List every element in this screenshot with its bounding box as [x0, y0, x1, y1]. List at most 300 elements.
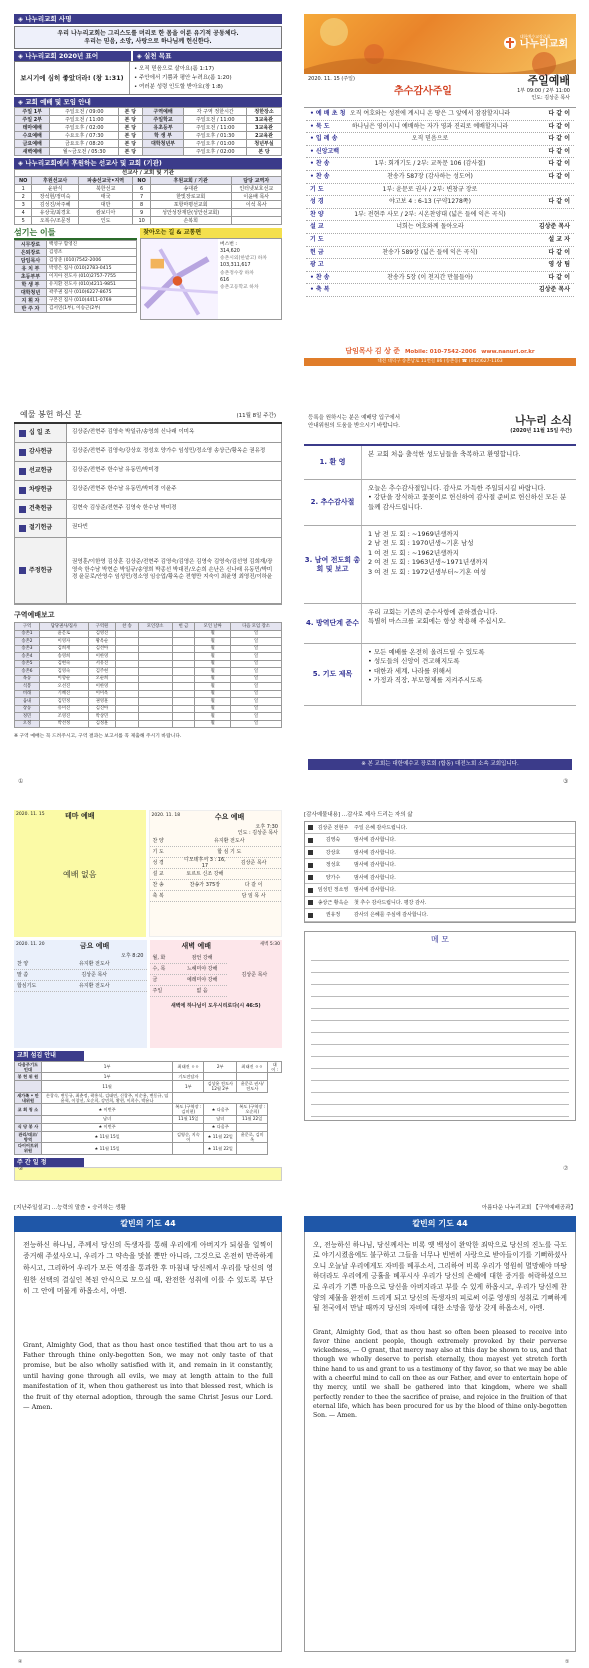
report-cell [172, 675, 195, 683]
worship-leader: 인도: 김상준 목사 [531, 95, 570, 101]
map-image [141, 239, 218, 319]
info-cell: 복도 (구역장 : 오순희) [237, 1104, 268, 1116]
bus-info: 버스번 : 314,620 송촌시외(한밭고) 하차 103,311,617 송촌정수장 하차 616 송촌고등학교 하차 [219, 241, 267, 290]
worship-order-row [306, 196, 574, 209]
report-cell [172, 653, 195, 661]
memo-title: 메 모 [431, 934, 449, 944]
staff-person: 김상준 (010)7542-2006 [47, 257, 137, 265]
worship-order-row [306, 133, 574, 146]
worship-item-label: • 신앙고백 [310, 147, 340, 155]
wed-service-title: 수요 예배 [214, 813, 245, 821]
service-info-header: 교회 섬김 안내 [14, 1051, 84, 1061]
report-cell: 일 [231, 720, 282, 728]
offering-type-label: 주정헌금 [29, 566, 53, 574]
weekly-schedule-header: 주 간 일 정 [14, 1158, 84, 1168]
footer-address: 대전 대덕구 송촌남로 11번길 86 (송촌동) ☎ (042)627-1163 [304, 358, 576, 366]
staff-person: 박영은 집사 (010)2783-0415 [47, 265, 137, 273]
report-cell: 일 [231, 660, 282, 668]
report-cell: 월 [195, 705, 231, 713]
schedule-cell: 본 당 [119, 148, 143, 156]
mission-cell: 한빛장로교회 [150, 193, 231, 201]
worship-item-content: 찬송가 5장 (이 천지간 만물들아) [387, 273, 473, 281]
wednesday-service-box [149, 810, 283, 937]
worship-item-label: • 축 복 [310, 286, 330, 294]
report-cell [116, 630, 139, 638]
report-cell [172, 683, 195, 691]
news-item [304, 480, 576, 526]
report-cell: 일 [231, 698, 282, 706]
fri-service-title: 금요 예배 [79, 942, 110, 950]
info-cell: 1부 [173, 1081, 204, 1093]
info-row [15, 1115, 282, 1123]
worship-item-content: 너희는 여호와께 돌아오라 [396, 223, 464, 231]
report-cell: 월 [195, 675, 231, 683]
thanks-name: 정성호 [325, 862, 341, 868]
report-cell [116, 698, 139, 706]
sermon-header: [지난주일설교] ...능력의 말씀 • 승리하는 생활 [14, 1205, 126, 1211]
info-row [15, 1131, 282, 1143]
map-section [140, 228, 282, 320]
schedule-cell: 구역예배 [142, 108, 184, 116]
mission-cell: 2 [15, 193, 32, 201]
service-cell: 잠언 강해 [191, 954, 213, 961]
schedule-cell: 학 생 부 [142, 132, 184, 140]
mission-table [14, 176, 282, 225]
report-cell [116, 713, 139, 721]
memo-line [311, 973, 569, 985]
service-row [14, 970, 147, 981]
square-bullet-icon [308, 863, 313, 868]
mission-cell: 북한선교 [78, 185, 133, 193]
vision-header: ◈ 나누리교회 사명 [14, 14, 282, 24]
worship-order-row [306, 221, 574, 234]
service-row [150, 869, 282, 880]
report-cell [116, 638, 139, 646]
report-cell: 송촌2 [15, 638, 40, 646]
info-cell [173, 1143, 204, 1155]
offering-type-label: 차량헌금 [29, 486, 53, 494]
mission-subheader: 선교사 / 교회 및 기관 [14, 169, 282, 177]
report-col-header: 모인장소 [138, 622, 172, 630]
report-cell: 일 [231, 653, 282, 661]
offering-row [15, 443, 281, 462]
report-cell [138, 638, 172, 646]
report-col-header: 구역 [15, 622, 40, 630]
report-col-header: 구역원 [88, 622, 115, 630]
news-item-body: 본 교회 처음 출석한 성도님들을 축복하고 환영합니다. [368, 450, 521, 458]
report-cell [116, 705, 139, 713]
report-cell [138, 668, 172, 676]
staff-row [15, 257, 137, 265]
worship-item-content: 오직 믿음으로 [411, 135, 449, 143]
schedule-cell: 주일오전 / 11:00 [184, 124, 247, 132]
report-col-header: 다음 모임 장소 [231, 622, 282, 630]
report-cell [138, 713, 172, 721]
dawn-time: 새벽 5:30 [259, 942, 280, 947]
staff-row [15, 289, 137, 297]
page-number: ⑦ [563, 1165, 569, 1172]
staff-person: 곽주권 집사 (010)6227-8675 [47, 289, 137, 297]
service-cell: 합 심 기 도 [217, 849, 242, 856]
staff-role: 반 주 자 [15, 305, 47, 313]
schedule-cell: 주일오후 / 01:00 [184, 140, 247, 148]
staff-person: 김영조 [47, 249, 137, 257]
staff-role: 은퇴장로 [15, 249, 47, 257]
report-cell [116, 668, 139, 676]
thanks-title: [감사예물내용] ...감사로 제사 드리는 자의 삶 [304, 812, 413, 818]
info-cell: 최태진 ㅇㅇ [173, 1061, 204, 1073]
report-cell: 월 [195, 713, 231, 721]
prayer-title: 칼빈의 기도 44 [304, 1216, 576, 1232]
report-row [15, 675, 282, 683]
practice-item: • 주안에서 기쁨과 평안 누려요(롬 1:20) [134, 75, 232, 82]
cover-banner [304, 14, 576, 74]
practice-item: • 여러분 성령 인도할 받아요(창 1:8) [134, 83, 223, 90]
mission-cell: 대만 [78, 201, 133, 209]
thanks-row [305, 909, 575, 922]
report-cell [172, 645, 195, 653]
mission-col-header: 파송선교국•지역 [78, 177, 133, 185]
news-footer: ※ 본 교회는 대한예수교 장로회 (합동) 대전노회 소속 교회입니다. [308, 759, 572, 770]
service-row [150, 975, 227, 986]
thanks-name: 양가수 [325, 874, 341, 881]
report-cell [138, 720, 172, 728]
mission-col-header: 담당 교역자 [231, 177, 281, 185]
report-cell: 김정훈 [88, 720, 115, 728]
worship-title-area [304, 74, 576, 108]
service-cell: 설 교 [152, 871, 164, 878]
friday-service-box [14, 940, 147, 1048]
report-row [15, 713, 282, 721]
schedule-cell: 정한장소 [247, 108, 282, 116]
info-cell [237, 1073, 268, 1081]
info-cell: 복도 (구역장 : 김미현) [173, 1104, 204, 1116]
worship-item-leader: 다 같 이 [548, 110, 570, 118]
worship-item-label: 기 도 [310, 235, 324, 243]
report-cell: 월 [195, 660, 231, 668]
church-name: 나누리교회 [519, 39, 568, 50]
info-cell: 식 당 봉 사 [15, 1123, 42, 1131]
report-cell [138, 653, 172, 661]
report-cell [138, 683, 172, 691]
prayer-box [304, 1232, 576, 1652]
report-cell: 송영희 [39, 653, 88, 661]
report-cell: 김진아 [88, 705, 115, 713]
staff-role: 담임목사 [15, 257, 47, 265]
report-cell: 기혜진 [39, 690, 88, 698]
report-cell [138, 630, 172, 638]
mission-cell: 인도 [78, 217, 133, 225]
mission-cell [231, 217, 281, 225]
memo-line [311, 1093, 569, 1105]
worship-item-label: • 찬 송 [310, 273, 330, 281]
report-cell: 일 [231, 683, 282, 691]
motto-header: ◈ 나누리교회 2020년 표어 [14, 51, 131, 61]
offering-names: 김상준/전현주 한수남 유동민/박미경 이윤주 [72, 486, 177, 493]
memo-lines [311, 949, 569, 1117]
page-number: ③ [563, 778, 569, 785]
report-cell: 유미진 [39, 705, 88, 713]
schedule-cell: 주일오후 / 02:00 [184, 148, 247, 156]
info-cell: ★ 다음주 [204, 1123, 237, 1131]
service-cell: 주일 [152, 987, 163, 994]
report-row [15, 705, 282, 713]
schedule-table [14, 107, 282, 156]
worship-item-label: • 예 배 초 청 [310, 110, 346, 118]
offerings-date: (11월 8일 주간) [236, 413, 276, 420]
staff-row [15, 265, 137, 273]
info-cell: 다이어트위위원 [15, 1143, 42, 1155]
memo-line [311, 1033, 569, 1045]
thanks-content: 주일 은혜 감사드립니다. [354, 824, 408, 831]
report-cell: 오정 [15, 720, 40, 728]
info-cell: 윤문로 권사/전도사 [237, 1081, 268, 1093]
schedule-cell [142, 148, 184, 156]
news-item-label: 3. 남여 전도회 총회 및 보고 [304, 526, 362, 603]
info-cell: 기도전담자 [173, 1073, 204, 1081]
report-footnote: ※ 구역 예배는 꼭 드려주시고, 구역 결과는 보고서를 꼭 제출해 주시기 바랍니다. [14, 734, 182, 740]
schedule-cell: 테마예배 [15, 124, 50, 132]
schedule-row [15, 140, 282, 148]
schedule-cell: 수요예배 [15, 132, 50, 140]
report-row [15, 630, 282, 638]
service-row [150, 891, 282, 902]
staff-section [14, 228, 137, 320]
dawn-service-box [150, 940, 283, 1048]
wed-leader: 인도 : 김상준 목사 [237, 830, 278, 836]
schedule-cell: 본 당 [119, 116, 143, 124]
prayer-korean: 오, 전능하신 하나님, 당신께서는 비록 옛 백성이 완악한 죄악으로 당신의 진노를 극도로 야기시켰음에도 불구하고 그들을 너무나 빈번히 사랑으로 받아들이기를 기뻐하셨사오니 오늘날 우리에게도 자비를 베푸소서, 그리하여 비록 우리가 영원히 멸망해야 마땅하더라도 우리에게 긍휼을 베푸시사 우리가 당신의 은혜에 대한 증거를 허락하셨으므로 우리가 기쁜 마음으로 당신을 아버지라고 부를 수 있게 하옵시고, 우리가 당신께 찬양의 제물을 완전히 드리게 되고 당신의 독생자의 피로써 이룬 영생의 성취로 기뻐하게 될 천국에서 만날 때까지 당신의 자비에 대한 소망을 항상 갖게 하옵소서, 아멘. [313, 1240, 567, 1313]
info-cell [15, 1081, 42, 1093]
mission-row [15, 193, 282, 201]
report-row [15, 668, 282, 676]
prayer-box [14, 1232, 282, 1652]
service-cell: 유지환 전도사 [213, 838, 245, 845]
info-cell: 최태진 ㅇㅇ [237, 1061, 268, 1073]
service-cell: 합심기도 [17, 982, 37, 989]
square-bullet-icon [308, 875, 313, 880]
square-bullet-icon [19, 567, 26, 574]
worship-order-row [306, 121, 574, 134]
thanks-row [305, 859, 575, 872]
thanks-content: 범사에 감사합니다. [354, 874, 396, 881]
report-col-header: 헌 금 [172, 622, 195, 630]
square-bullet-icon [308, 838, 313, 843]
thanks-name: 김영숙 [325, 837, 341, 843]
report-cell: 월 [195, 638, 231, 646]
service-row [14, 981, 147, 992]
report-cell [116, 645, 139, 653]
news-item-body: 1 남 전 도 회 : ~1969년생까지 2 남 전 도 회 : 1970년생~기혼 남성 1 여 전 도 회 : ~1962년생까지 2 여 전 도 회 : 1963년생~1971년생까지 3 여 전 도 회 : 1972년생부터~기혼 여성 [368, 530, 489, 576]
staff-row [15, 297, 137, 305]
square-bullet-icon [308, 825, 313, 830]
thanks-content: 범사에 감사합니다. [354, 849, 396, 856]
thanks-content: 첫 추수 감사드립니다. 평강 감사. [354, 899, 427, 906]
staff-person: 유지환 전도사 (010)4211-9851 [47, 281, 137, 289]
worship-item-leader: 다 같 이 [548, 122, 570, 130]
wed-time: 오후 7:30 [255, 823, 278, 830]
worship-order-row [306, 259, 574, 272]
offering-row [15, 538, 281, 604]
report-cell: 송촌3 [15, 645, 40, 653]
info-cell: 1부 [41, 1061, 172, 1073]
mission-cell: 성안성장재단(성안선교회) [150, 209, 231, 217]
thanks-content: 범사에 감사합니다. [354, 862, 396, 868]
mission-cell: 이윤배 목사 [231, 193, 281, 201]
service-cell: 디모데후서 3 : 16, 17 [184, 857, 226, 870]
offerings-title: 예물 봉헌 하신 분 [20, 410, 82, 419]
info-cell [15, 1115, 42, 1123]
worship-item-leader: 김상준 목사 [538, 223, 570, 231]
news-item-label: 2. 추수감사절 [304, 480, 362, 525]
mission-cell [231, 209, 281, 217]
schedule-row [15, 108, 282, 116]
info-cell: 새가족 • 안내위원 [15, 1092, 42, 1104]
page-church-info [14, 14, 282, 366]
report-cell: 이한영 [88, 653, 115, 661]
worship-item-content: 1부: 회개기도 / 2부: 교독문 106 (감사절) [374, 160, 486, 168]
report-cell: 송촌5 [15, 660, 40, 668]
schedule-cell: 주일오후 / 01:30 [184, 132, 247, 140]
worship-item-label: 기 도 [310, 185, 324, 193]
worship-item-leader: 영 상 팀 [548, 261, 570, 269]
theme-service-title: 테마 예배 [65, 812, 95, 820]
schedule-cell: 유초등부 [142, 124, 184, 132]
report-cell: 석봉 [15, 683, 40, 691]
report-cell [138, 698, 172, 706]
schedule-cell: 3교육관 [247, 116, 282, 124]
report-cell: 김영숙 [39, 668, 88, 676]
info-cell: 관리/데코/방역 [15, 1131, 42, 1143]
info-row [15, 1092, 282, 1104]
page-news [304, 410, 576, 770]
service-cell: 없 음 [196, 987, 208, 994]
worship-date: 2020. 11. 15 (주일) [308, 76, 355, 82]
service-row [150, 858, 282, 869]
wed-order-list [150, 836, 282, 902]
service-cell: 찬 송 [152, 882, 164, 889]
news-item [304, 526, 576, 604]
offering-row [15, 424, 281, 443]
info-row [15, 1081, 282, 1093]
mission-col-header: NO [15, 177, 32, 185]
news-title: 나누리 소식 [515, 414, 572, 427]
prayer-english: Grant, Almighty God, that as thou hast once testified that thou art to us a Father through thine only-begotten Son, we may not only taste of that promise, but be also wholly satisfied with it, and remain in it constantly, until having gone through all evils, we may at length attain to the full manifestation of it, when thou gatherest us into that blessed rest, which is the fruit of thy eternal adoption, through the same Christ Jesus our Lord. — Amen. [23, 1340, 273, 1411]
news-item-label: 4. 방역단계 준수 [304, 604, 362, 643]
report-cell: 이영자 [39, 638, 88, 646]
worship-order-row [306, 108, 574, 121]
thanks-name: 임성민 정소영 [317, 887, 349, 893]
footer-contact: 담임목사 김 상 준 Mobile: 010-7542-2006 www.nanuri.or.kr [345, 347, 535, 356]
schedule-cell: 주일오전 / 11:00 [50, 116, 119, 124]
info-cell [204, 1073, 237, 1081]
mission-cell: 오복수/조문정 [32, 217, 78, 225]
news-item-body: 우리 교회는 기존의 준수사항에 준하겠습니다. 특별히 마스크를 교회에는 항상 착용해 주십시오. [368, 608, 506, 626]
offering-names: 김현숙 김상준/전현주 김영숙 한수남 박미경 [72, 505, 177, 512]
worship-item-leader: 다 같 이 [548, 160, 570, 168]
service-cell: 축 복 [152, 893, 164, 900]
news-item [304, 446, 576, 480]
schedule-cell: 새벽예배 [15, 148, 50, 156]
info-cell: 손창숙, 변동규, 최춘정, 곽흥식, 김태연, 신창주, 이순용, 변동규, 임윤혁, 이창선, 오순희, 강민희, 황현, 이희수, 박유나 [41, 1092, 172, 1104]
schedule-row [15, 124, 282, 132]
mission-cell: 4 [15, 209, 32, 217]
lesson-header: 아름다운 나누리교회 【구역예배공과】 [481, 1205, 576, 1211]
report-cell: 일 [231, 705, 282, 713]
report-col-header: 모인 날짜 [195, 622, 231, 630]
mission-cell: 6 [133, 185, 150, 193]
schedule-cell: 대학청년부 [142, 140, 184, 148]
report-cell [172, 668, 195, 676]
offering-type [15, 481, 67, 499]
memo-line [311, 961, 569, 973]
info-row [15, 1143, 282, 1155]
thanks-list [304, 821, 576, 923]
report-cell: 김희재 [39, 645, 88, 653]
offering-row [15, 481, 281, 500]
thanks-name: 강상호 [325, 849, 341, 856]
service-row [150, 953, 227, 964]
worship-item-leader: 다 같 이 [548, 135, 570, 143]
thanks-row [305, 847, 575, 860]
offering-type-label: 감사헌금 [29, 448, 53, 456]
worship-item-label: • 찬 송 [310, 160, 330, 168]
report-cell: 조영진 [39, 713, 88, 721]
schedule-cell: 월~금오전 / 05:30 [50, 148, 119, 156]
worship-title: 주일예배 [527, 74, 570, 87]
offering-names: 권영훈/이한영 김상훈 김상준/전현주 김영숙/김영은 김영숙 김영숙/김선영 김희재/장영숙 한수남 박현순 박일규/송영희 박종선 박대진/오순희 손난은 신나래 유동민/박미경 윤문로/안영수 임성민/정소영 임승업/황옥순 전형만 지숙이 최윤영 최영진/이하윤 [72, 558, 273, 581]
worship-order-row [306, 247, 574, 260]
worship-item-label: • 묵 도 [310, 122, 330, 130]
report-cell: 월 [195, 630, 231, 638]
news-item [304, 604, 576, 644]
map-header: 찾아오는 길 & 교통편 [140, 228, 282, 238]
info-cell: 11월 22일 [237, 1115, 268, 1123]
report-cell [116, 660, 139, 668]
page-prayer-lesson [304, 1205, 576, 1660]
service-cell: 유지환 전도사 [78, 960, 110, 967]
report-cell [138, 705, 172, 713]
service-cell: 월, 화 [152, 954, 166, 961]
mission-cell: 장석현/정미숙 [32, 193, 78, 201]
report-cell: 일 [231, 630, 282, 638]
report-cell [172, 638, 195, 646]
report-cell: 정민 [15, 713, 40, 721]
service-cell: 성 경 [152, 860, 164, 867]
info-cell: ★ 11월 15일 [41, 1143, 172, 1155]
report-cell: 장동 [15, 705, 40, 713]
report-cell: 황옥순 [88, 638, 115, 646]
report-cell: 월 [195, 683, 231, 691]
thanks-name: 송상근 황옥순 [317, 899, 349, 906]
report-cell: 일 [231, 675, 282, 683]
mission-cell: 7 [133, 193, 150, 201]
report-cell: 일 [231, 690, 282, 698]
report-cell: 일 [231, 638, 282, 646]
report-title: 구역예배보고 [14, 611, 55, 619]
page-number: ④ [18, 1659, 23, 1665]
schedule-row [15, 116, 282, 124]
worship-item-leader: 다 같 이 [548, 248, 570, 256]
info-row [15, 1073, 282, 1081]
report-cell: 월 [195, 698, 231, 706]
worship-order-row [306, 158, 574, 171]
offering-row [15, 462, 281, 481]
info-cell [173, 1123, 204, 1131]
report-cell: 이향순 [39, 675, 88, 683]
report-cell [138, 660, 172, 668]
report-cell: 월 [195, 690, 231, 698]
